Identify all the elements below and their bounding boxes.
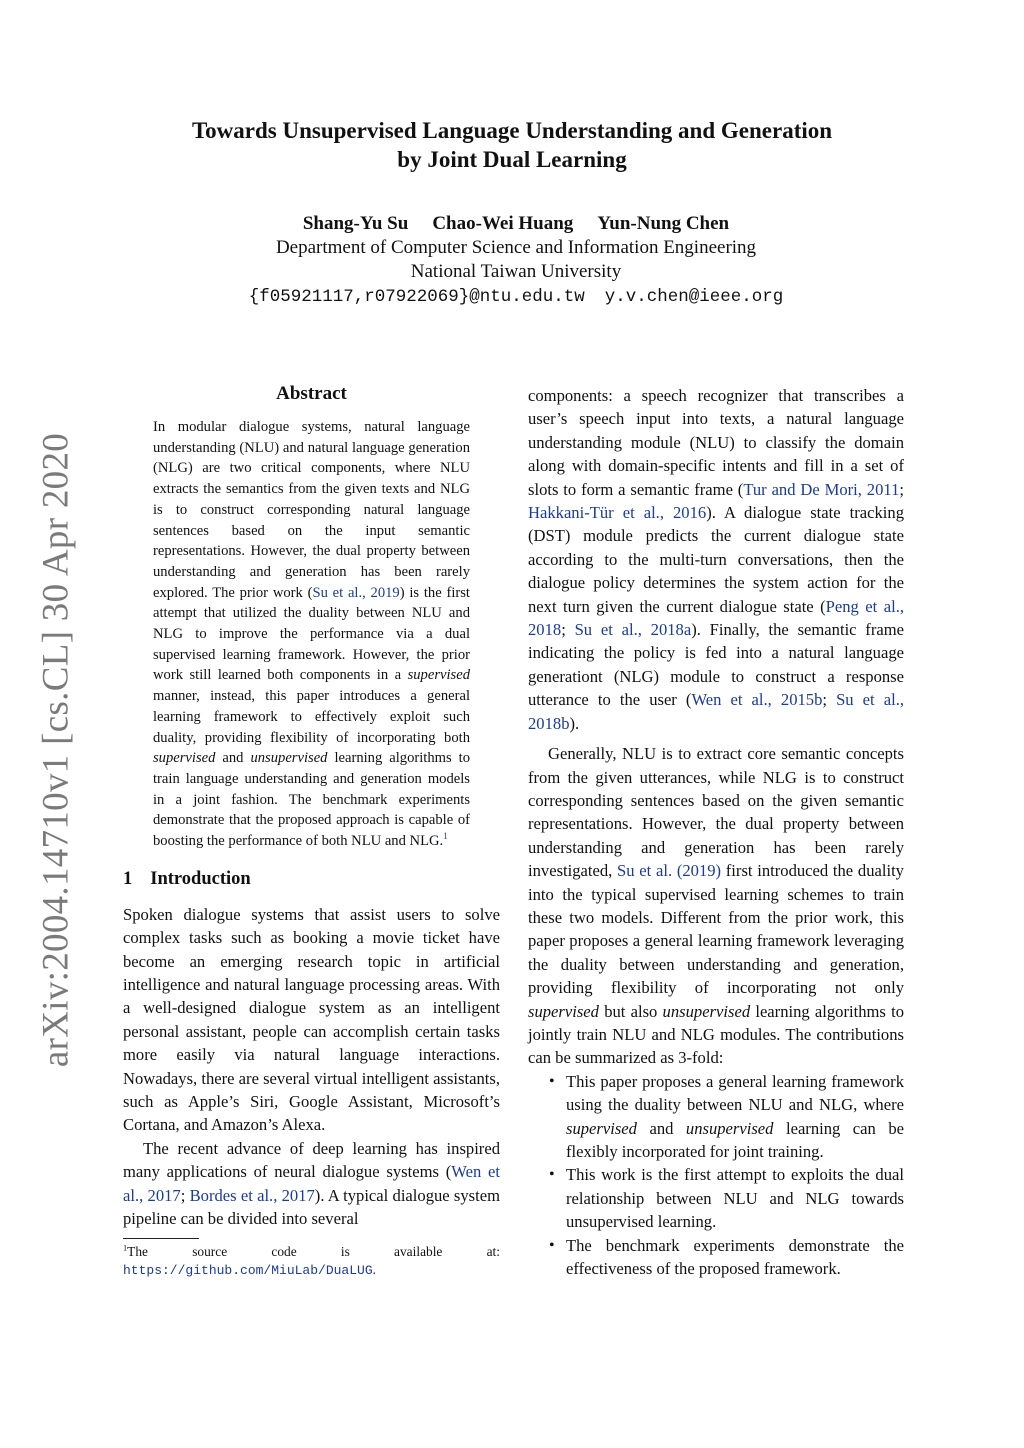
author-block — [0, 212, 1024, 309]
citation-link[interactable]: Su et al., 2019 — [312, 584, 400, 601]
text-run: ; — [822, 690, 837, 710]
abstract-text — [153, 417, 470, 852]
abstract-sentence: learning algorithms to train language understanding and generation models in a joint fashion. The benchmark experiments demonstrate that the proposed approach is capable of boosting the performance of both NLU and NLG. — [153, 750, 470, 850]
footnote-text: The source code is available at: — [127, 1244, 500, 1260]
text-run: but also — [598, 1001, 663, 1021]
text-emphasis: supervised — [528, 1001, 599, 1021]
citation-link[interactable]: Su et al., 2018b — [528, 690, 904, 733]
text-run: ; — [180, 1185, 190, 1205]
right-column — [528, 384, 904, 1280]
abstract-sentence: ) is the first attempt that utilized the duality between NLU and NLG to improve the performance via a dual supervised learning framework. However, the prior work still learned both components in a — [153, 584, 470, 684]
text-run: This paper proposes a general learning framework using the duality between NLU and NLG, where — [566, 1071, 904, 1115]
citation-link[interactable]: Wen et al., 2015b — [691, 690, 823, 710]
arxiv-identifier: arXiv:2004.14710v1 [cs.CL] 30 Apr 2020 — [35, 432, 77, 1068]
author-university: National Taiwan University — [410, 261, 622, 282]
footnote-divider — [123, 1238, 199, 1239]
section-title: Introduction — [150, 868, 251, 889]
text-run: and — [636, 1118, 686, 1138]
abstract-emphasis: unsupervised — [250, 750, 328, 767]
paragraph — [123, 1137, 500, 1231]
author-name: Yun-Nung Chen — [597, 213, 730, 234]
paragraph: Spoken dialogue systems that assist users to solve complex tasks such as booking a movie ticket have become an emerging research topic in artificial intelligence and natural language processing areas. With a well-designed dialogue system as an intelligent personal assistant, people can accomplish certain tasks more easily via natural language interactions. Nowadays, there are several virtual intelligent assistants, such as Apple’s Siri, Google Assistant, Microsoft’s Cortana, and Amazon’s Alexa. — [123, 904, 500, 1135]
text-run: ). Finally, the semantic frame indicating the policy is fed into a natural language generationt (NLG) module to construct a response utterance to the user ( — [528, 620, 904, 710]
paper-title — [0, 116, 1024, 174]
citation-link[interactable]: Bordes et al., 2017 — [189, 1185, 315, 1205]
paragraph — [528, 742, 904, 1070]
email-single: y.v.chen@ieee.org — [604, 287, 784, 307]
text-run: first introduced the duality into the typical supervised learning schemes to train these two models. Different from the prior work, this paper proposes a general learning framework leveraging the duality between understanding and generation, providing flexibility of incorporating not only — [528, 861, 904, 998]
paragraph — [528, 384, 904, 735]
citation-link[interactable]: Su et al., 2018a — [574, 620, 692, 640]
author-department: Department of Computer Science and Information Engineering — [275, 237, 757, 258]
text-run: ). A dialogue state tracking (DST) module predicts the current dialogue state according to the multi-turn conversations, then the dialogue policy determines the system action for the next turn given the current dialogue state ( — [528, 503, 904, 616]
title-line-2: by Joint Dual Learning — [397, 147, 627, 172]
author-name: Shang-Yu Su — [302, 213, 409, 234]
footnote — [123, 1243, 500, 1280]
text-emphasis: supervised — [566, 1118, 637, 1138]
author-names — [0, 212, 1024, 236]
author-emails — [0, 285, 1024, 309]
footnote-text: . — [372, 1262, 376, 1278]
list-item: • The benchmark experiments demonstrate the effectiveness of the proposed framework. — [528, 1234, 904, 1281]
text-run: Generally, NLU is to extract core semantic concepts from the given utterances, while NLG is to construct corresponding sentences based on the given semantic representations. However, the dual property between understanding and generation has been rarely investigated, — [528, 744, 904, 881]
abstract-emphasis: supervised — [407, 667, 470, 684]
citation-link[interactable]: Tur and De Mori, 2011 — [743, 479, 900, 499]
footnote-number: 1 — [123, 1243, 128, 1253]
list-item — [528, 1070, 904, 1164]
text-run: learning algorithms to jointly train NLU and NLG modules. The contributions can be summarized as 3-fold: — [528, 1001, 904, 1068]
left-column — [123, 380, 500, 1280]
citation-link[interactable]: Su et al. (2019) — [617, 861, 722, 881]
email-group: {f05921117,r07922069}@ntu.edu.tw — [248, 287, 585, 307]
author-name: Chao-Wei Huang — [432, 213, 574, 234]
list-item: • This work is the first attempt to exploits the dual relationship between NLU and NLG towards unsupervised learning. — [528, 1163, 904, 1233]
text-run: learning can be flexibly incorporated for joint training. — [566, 1118, 904, 1161]
title-line-1: Towards Unsupervised Language Understanding and Generation — [191, 118, 833, 143]
abstract-emphasis: supervised — [153, 750, 216, 767]
abstract-sentence: In modular dialogue systems, natural language understanding (NLU) and natural language generation (NLG) are two critical components, where NLU extracts the semantics from the given texts and NLG is to construct corresponding natural language sentences based on the input semantic representations. However, the dual property between understanding and generation has been rarely explored. The prior work ( — [153, 419, 470, 601]
introduction-left-text — [123, 903, 500, 1231]
footnote-marker[interactable]: 1 — [443, 831, 448, 842]
citation-link[interactable]: Wen et al., 2017 — [123, 1162, 501, 1205]
abstract-sentence: and — [215, 750, 251, 767]
text-run: ). — [569, 713, 580, 733]
text-run: components: a speech recognizer that transcribes a user’s speech input into texts, a natural language understanding module (NLU) to classify the domain along with domain-specific intents and fill in a set of slots to form a semantic frame ( — [528, 386, 904, 499]
text-emphasis: unsupervised — [685, 1118, 774, 1138]
contributions-list — [528, 1070, 904, 1281]
text-emphasis: unsupervised — [662, 1001, 751, 1021]
text-run: The recent advance of deep learning has inspired many applications of neural dialogue systems ( — [123, 1138, 500, 1182]
section-number: 1 — [123, 868, 133, 889]
section-heading-introduction — [123, 869, 500, 890]
abstract-heading: Abstract — [276, 383, 347, 404]
text-run: ; — [561, 620, 575, 640]
citation-link[interactable]: Peng et al., 2018 — [528, 596, 904, 640]
source-code-link[interactable]: https://github.com/MiuLab/DuaLUG — [123, 1263, 373, 1279]
abstract-sentence: manner, instead, this paper introduces a general learning framework to effectively exploit such duality, providing flexibility of incorporating both — [153, 688, 470, 746]
text-run: ; — [899, 479, 904, 499]
citation-link[interactable]: Hakkani-Tür et al., 2016 — [528, 503, 707, 523]
text-run: ). A typical dialogue system pipeline can be divided into several — [123, 1185, 501, 1229]
